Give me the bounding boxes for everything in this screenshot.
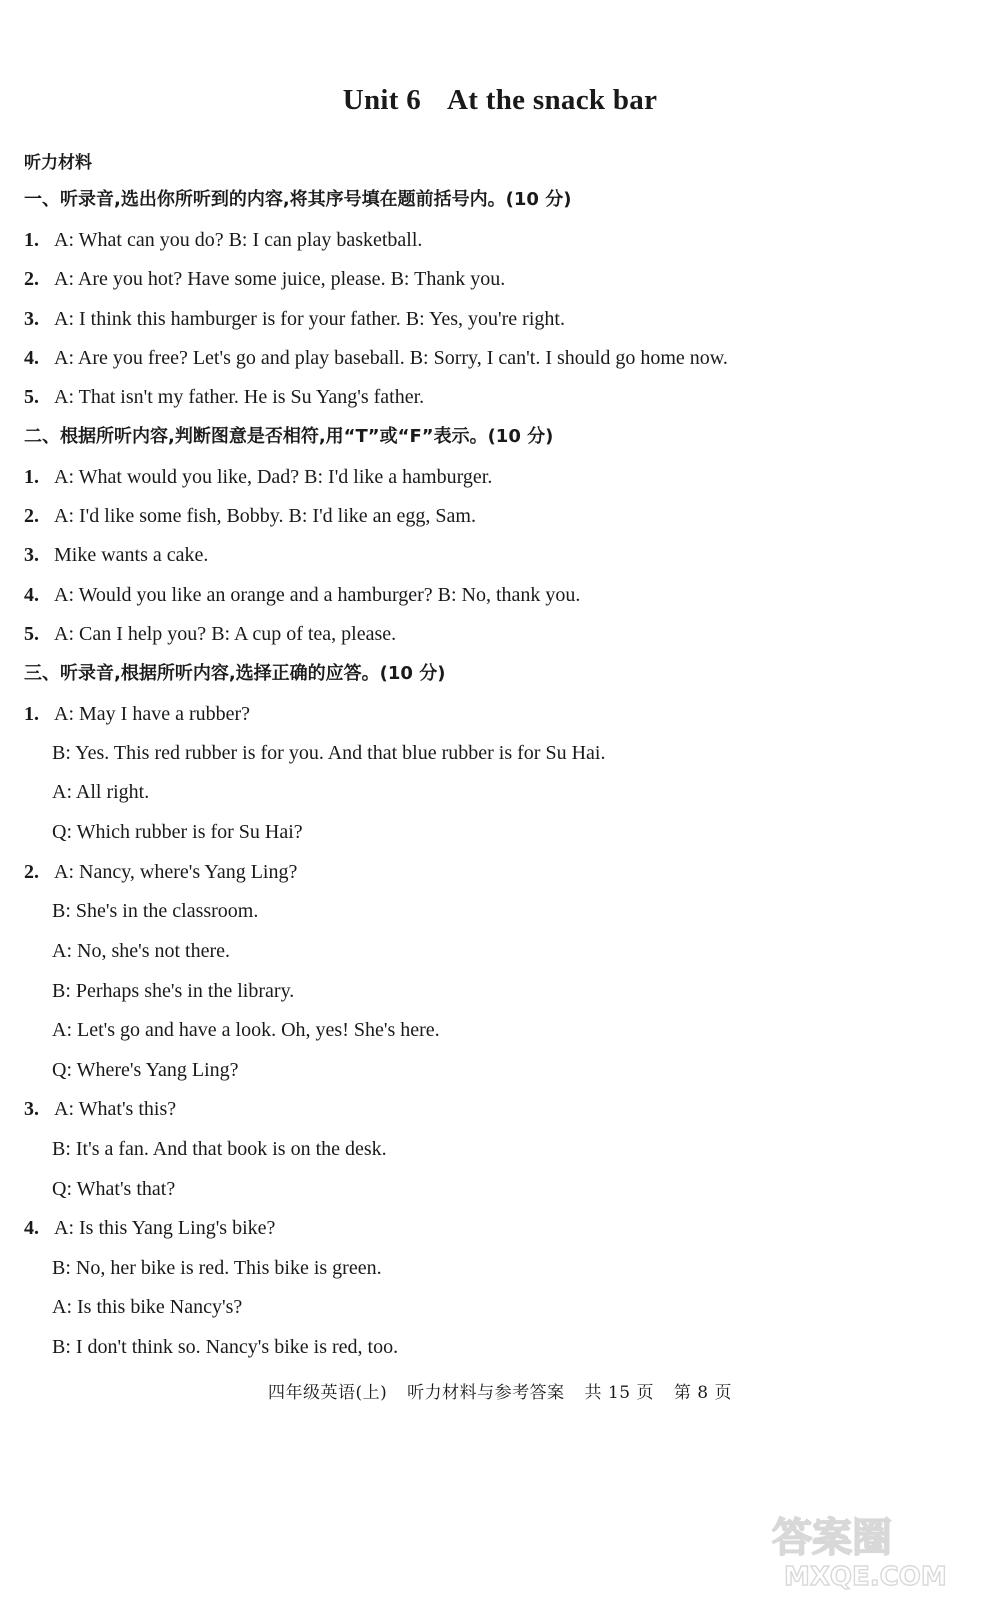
dialogue-line: Q: Where's Yang Ling? [52,1059,239,1081]
dialogue-line: B: I don't think so. Nancy's bike is red, too. [52,1336,399,1358]
section-2-heading: 二、根据所听内容,判断图意是否相符,用“T”或“F”表示。(10 分) [24,426,554,447]
dialogue-line: A: All right. [52,781,150,803]
dialogue-first-line: 4. A: Is this Yang Ling's bike? [24,1217,276,1239]
dialogue-first-line: 3. A: What's this? [24,1098,177,1120]
dialogue-line: Q: Which rubber is for Su Hai? [52,821,303,843]
dialogue-line: B: Yes. This red rubber is for you. And that blue rubber is for Su Hai. [52,742,606,764]
section-1-item: 1. A: What can you do? B: I can play basketball. [24,229,423,251]
watermark-bottom: MXQE.COM [784,1562,947,1592]
section-2-item: 2. A: I'd like some fish, Bobby. B: I'd like an egg, Sam. [24,505,476,527]
footer-doc: 听力材料与参考答案 [407,1383,565,1403]
dialogue-first-line: 2. A: Nancy, where's Yang Ling? [24,861,298,883]
dialogue-line: A: Let's go and have a look. Oh, yes! She's here. [52,1019,440,1041]
footer-total: 共 15 页 [584,1383,654,1403]
section-3-heading: 三、听录音,根据所听内容,选择正确的应答。(10 分) [24,663,446,684]
unit-number: Unit 6 [342,84,422,116]
section-2-item: 3. Mike wants a cake. [24,544,209,566]
dialogue-line: B: No, her bike is red. This bike is green. [52,1257,382,1279]
section-1-heading: 一、听录音,选出你所听到的内容,将其序号填在题前括号内。(10 分) [24,189,572,210]
watermark-logo [762,1503,972,1593]
section-2-item: 4. A: Would you like an orange and a hamburger? B: No, thank you. [24,584,581,606]
footer-page: 第 8 页 [673,1383,733,1403]
page-footer [0,1378,1000,1403]
dialogue-line: A: Is this bike Nancy's? [52,1296,243,1318]
unit-name: At the snack bar [447,84,658,116]
dialogue-first-line: 1. A: May I have a rubber? [24,703,251,725]
section-2-item: 5. A: Can I help you? B: A cup of tea, please. [24,623,397,645]
dialogue-line: Q: What's that? [52,1178,176,1200]
section-label: 听力材料 [24,153,92,173]
dialogue-line: B: It's a fan. And that book is on the desk. [52,1138,387,1160]
section-1-item: 5. A: That isn't my father. He is Su Yang's father. [24,386,425,408]
section-1-item: 3. A: I think this hamburger is for your father. B: Yes, you're right. [24,308,565,330]
page-title [0,84,1000,117]
watermark-top: 答案圈 [772,1515,892,1561]
section-1-item: 2. A: Are you hot? Have some juice, please. B: Thank you. [24,268,506,290]
dialogue-line: B: Perhaps she's in the library. [52,980,295,1002]
section-1-item: 4. A: Are you free? Let's go and play baseball. B: Sorry, I can't. I should go home now. [24,347,728,369]
dialogue-line: B: She's in the classroom. [52,900,259,922]
footer-book: 四年级英语(上) [267,1383,388,1403]
section-2-item: 1. A: What would you like, Dad? B: I'd like a hamburger. [24,466,493,488]
dialogue-line: A: No, she's not there. [52,940,231,962]
